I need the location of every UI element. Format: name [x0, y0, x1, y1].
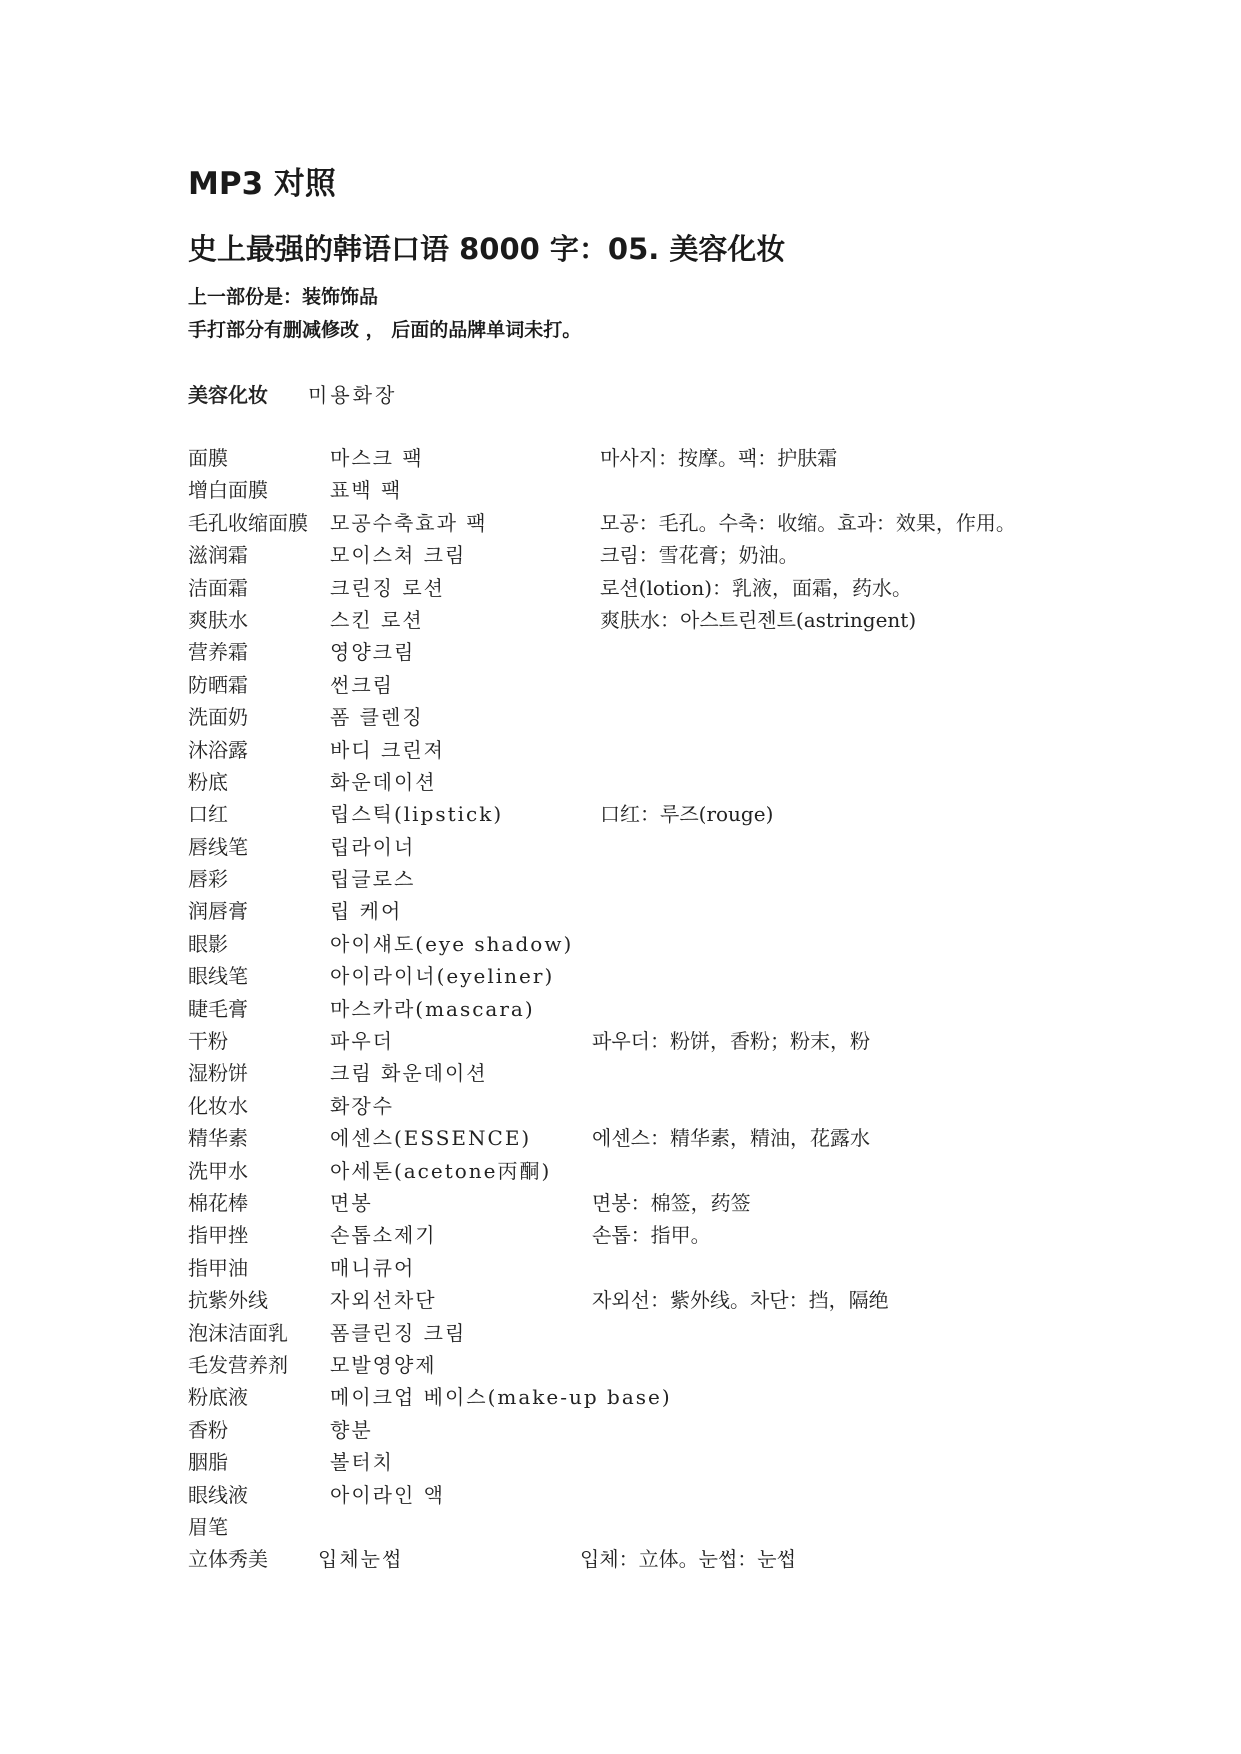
vocab-chinese: 防晒霜: [188, 672, 248, 697]
vocab-chinese: 毛发营养剂: [188, 1352, 288, 1377]
vocab-chinese: 眼线笔: [188, 964, 248, 989]
vocab-korean: 입체눈썹: [318, 1547, 404, 1572]
vocab-row: [188, 1155, 1148, 1187]
vocab-row: [188, 1511, 1148, 1543]
vocab-korean: 향분: [330, 1417, 373, 1442]
vocab-korean: 립스틱(lipstick): [330, 802, 504, 827]
vocab-korean: 립라이너: [330, 834, 416, 859]
vocab-chinese: 爽肤水: [188, 607, 248, 632]
vocab-chinese: 指甲挫: [188, 1223, 248, 1248]
vocab-note: 모공：毛孔。수축：收缩。효과：效果，作用。: [600, 510, 1016, 535]
vocab-row: [188, 539, 1148, 571]
vocab-chinese: 增白面膜: [188, 478, 268, 503]
vocab-korean: 자외선차단: [330, 1288, 437, 1313]
vocab-row: [188, 734, 1148, 766]
vocab-korean: 아세톤(acetone丙酮): [330, 1158, 552, 1183]
vocab-row: [188, 1317, 1148, 1349]
vocab-chinese: 毛孔收缩面膜: [188, 510, 308, 535]
vocab-korean: 파우더: [330, 1029, 394, 1054]
edit-note: 手打部分有删减修改 ， 后面的品牌单词未打。: [188, 319, 582, 341]
vocab-korean: 썬크림: [330, 672, 394, 697]
vocab-chinese: 润唇膏: [188, 899, 248, 924]
page-title: MP3 对照: [188, 166, 336, 202]
vocab-chinese: 立体秀美: [188, 1547, 268, 1572]
vocab-note: 에센스：精华素，精油，花露水: [592, 1126, 870, 1151]
vocab-row: [188, 766, 1148, 798]
section-heading-ko: 미용화장: [308, 383, 398, 407]
vocab-chinese: 眼影: [188, 931, 228, 956]
vocab-korean: 매니큐어: [330, 1255, 416, 1280]
vocab-row: [188, 863, 1148, 895]
vocab-row: [188, 1414, 1148, 1446]
vocab-chinese: 睫毛膏: [188, 996, 248, 1021]
vocab-row: [188, 928, 1148, 960]
vocab-chinese: 精华素: [188, 1126, 248, 1151]
vocab-note: 口红：루즈(rouge): [600, 802, 774, 827]
vocab-row: [188, 831, 1148, 863]
vocab-row: [188, 701, 1148, 733]
vocab-chinese: 唇彩: [188, 867, 228, 892]
vocab-note: 爽肤水：아스트린젠트(astringent): [600, 607, 917, 632]
vocab-chinese: 眉笔: [188, 1514, 228, 1539]
vocab-korean: 아이라인 액: [330, 1482, 445, 1507]
vocab-row: [188, 1187, 1148, 1219]
vocab-row: [188, 1479, 1148, 1511]
vocab-note: 로션(lotion)：乳液，面霜，药水。: [600, 575, 913, 600]
vocab-row: [188, 1252, 1148, 1284]
vocab-chinese: 滋润霜: [188, 543, 248, 568]
vocab-chinese: 香粉: [188, 1417, 228, 1442]
vocab-korean: 면봉: [330, 1190, 373, 1215]
vocab-row: [188, 507, 1148, 539]
vocab-row: [188, 474, 1148, 506]
vocab-note: 자외선：紫外线。차단：挡，隔绝: [592, 1288, 889, 1313]
vocab-chinese: 湿粉饼: [188, 1061, 248, 1086]
vocabulary-list: [188, 442, 1148, 1576]
vocab-chinese: 抗紫外线: [188, 1288, 268, 1313]
vocab-row: [188, 1349, 1148, 1381]
vocab-korean: 바디 크린져: [330, 737, 445, 762]
vocab-row: [188, 442, 1148, 474]
vocab-chinese: 胭脂: [188, 1450, 228, 1475]
vocab-korean: 크린징 로션: [330, 575, 445, 600]
vocab-chinese: 口红: [188, 802, 228, 827]
vocab-korean: 영양크림: [330, 640, 416, 665]
previous-part-note: 上一部份是：装饰饰品: [188, 286, 379, 308]
vocab-korean: 마스크 팩: [330, 446, 424, 470]
vocab-row: [188, 1381, 1148, 1413]
vocab-note: 면봉：棉签，药签: [592, 1190, 751, 1215]
vocab-chinese: 化妆水: [188, 1093, 248, 1118]
vocab-korean: 손톱소제기: [330, 1223, 437, 1248]
vocab-korean: 크림 화운데이션: [330, 1061, 488, 1086]
vocab-korean: 아이섀도(eye shadow): [330, 931, 574, 956]
vocab-note: 입체：立体。눈썹：눈썹: [580, 1547, 796, 1572]
page-subtitle: 史上最强的韩语口语 8000 字：05. 美容化妆: [188, 232, 786, 266]
vocab-row: [188, 1284, 1148, 1316]
vocab-chinese: 洗面奶: [188, 705, 248, 730]
vocab-korean: 폼클린징 크림: [330, 1320, 467, 1345]
vocab-korean: 화운데이션: [330, 769, 437, 794]
vocab-row: [188, 798, 1148, 830]
vocab-chinese: 棉花棒: [188, 1190, 248, 1215]
vocab-row: [188, 993, 1148, 1025]
vocab-row: [188, 960, 1148, 992]
vocab-row: [188, 1122, 1148, 1154]
vocab-korean: 립글로스: [330, 867, 416, 892]
vocab-note: 마사지：按摩。팩：护肤霜: [600, 446, 838, 470]
vocab-korean: 화장수: [330, 1093, 394, 1118]
vocab-korean: 립 케어: [330, 899, 403, 924]
vocab-chinese: 洁面霜: [188, 575, 248, 600]
vocab-note: 손톱：指甲。: [592, 1223, 711, 1248]
vocab-chinese: 干粉: [188, 1029, 228, 1054]
vocab-chinese: 粉底液: [188, 1385, 248, 1410]
vocab-note: 파우더：粉饼，香粉；粉末，粉: [592, 1029, 870, 1054]
vocab-chinese: 沐浴露: [188, 737, 248, 762]
vocab-korean: 모발영양제: [330, 1352, 437, 1377]
vocab-row: [188, 604, 1148, 636]
vocab-chinese: 面膜: [188, 446, 228, 470]
vocab-row: [188, 669, 1148, 701]
vocab-korean: 표백 팩: [330, 478, 403, 503]
vocab-note: 크림：雪花膏；奶油。: [600, 543, 799, 568]
vocab-row: [188, 572, 1148, 604]
vocab-chinese: 洗甲水: [188, 1158, 248, 1183]
vocab-korean: 모이스쳐 크림: [330, 543, 467, 568]
vocab-row: [188, 1543, 1148, 1575]
vocab-korean: 스킨 로션: [330, 607, 424, 632]
vocab-chinese: 营养霜: [188, 640, 248, 665]
vocab-korean: 폼 클렌징: [330, 705, 424, 730]
vocab-korean: 아이라이너(eyeliner): [330, 964, 555, 989]
vocab-row: [188, 636, 1148, 668]
vocab-row: [188, 1057, 1148, 1089]
vocab-chinese: 眼线液: [188, 1482, 248, 1507]
vocab-row: [188, 1219, 1148, 1251]
vocab-korean: 모공수축효과 팩: [330, 510, 488, 535]
vocab-row: [188, 895, 1148, 927]
section-heading: [188, 380, 397, 410]
vocab-korean: 볼터치: [330, 1450, 394, 1475]
vocab-korean: 메이크업 베이스(make-up base): [330, 1385, 672, 1410]
section-heading-zh: 美容化妆: [188, 383, 268, 407]
vocab-chinese: 泡沫洁面乳: [188, 1320, 288, 1345]
vocab-row: [188, 1090, 1148, 1122]
vocab-chinese: 粉底: [188, 769, 228, 794]
vocab-chinese: 指甲油: [188, 1255, 248, 1280]
vocab-korean: 마스카라(mascara): [330, 996, 535, 1021]
vocab-chinese: 唇线笔: [188, 834, 248, 859]
vocab-row: [188, 1025, 1148, 1057]
vocab-row: [188, 1446, 1148, 1478]
vocab-korean: 에센스(ESSENCE): [330, 1126, 532, 1151]
